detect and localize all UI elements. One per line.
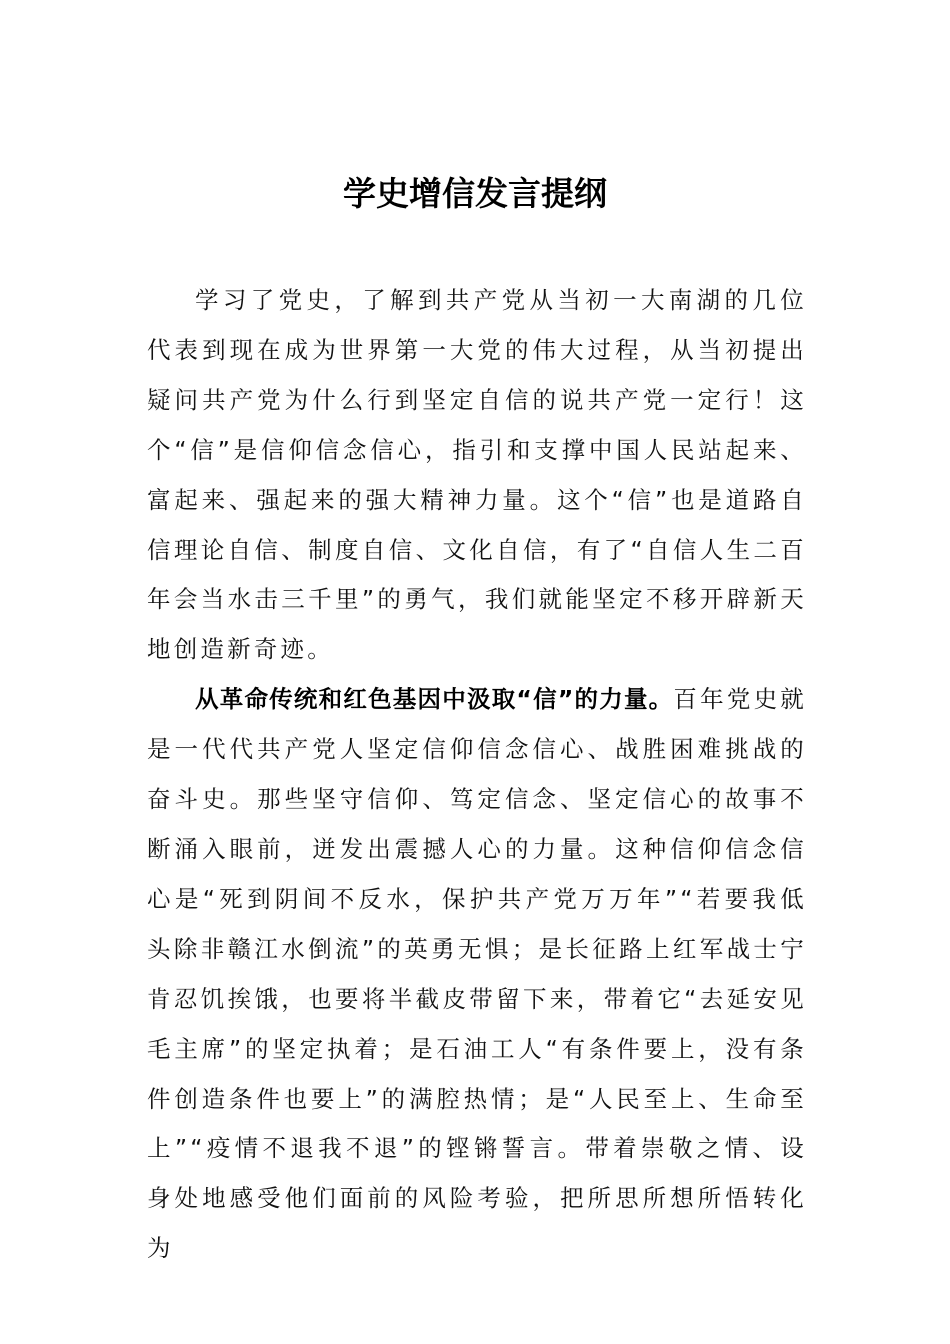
paragraph-red-gene-text: 百年党史就是一代代共产党人坚定信仰信念信心、战胜困难挑战的奋斗史。那些坚守信仰、笃定信念、坚定信心的故事不断涌入眼前，迸发出震撼人心的力量。这种信仰信念信心是“死到阴间不反水，保护共产党万万年”“若要我低头除非赣江水倒流”的英勇无惧；是长征路上红军战士宁肯忍饥挨饿，也要将半截皮带留下来，带着它“去延安见毛主席”的坚定执着；是石油工人“有条件要上，没有条件创造条件也要上”的满腔热情；是“人民至上、生命至上”“疫情不退我不退”的铿锵誓言。带着崇敬之情、设身处地感受他们面前的风险考验，把所思所想所悟转化为 <box>147 685 808 1263</box>
paragraph-red-gene-heading: 从革命传统和红色基因中汲取“信”的力量。 <box>195 685 674 714</box>
paragraph-intro <box>147 276 807 675</box>
paragraph-red-gene <box>147 675 807 1274</box>
document-body <box>147 276 807 1274</box>
paragraph-intro-text: 学习了党史，了解到共产党从当初一大南湖的几位代表到现在成为世界第一大党的伟大过程，从当初提出疑问共产党为什么行到坚定自信的说共产党一定行！这个“信”是信仰信念信心，指引和支撑中国人民站起来、富起来、强起来的强大精神力量。这个“信”也是道路自信理论自信、制度自信、文化自信，有了“自信人生二百年会当水击三千里”的勇气，我们就能坚定不移开辟新天地创造新奇迹。 <box>147 286 807 664</box>
document-title: 学史增信发言提纲 <box>343 174 607 213</box>
